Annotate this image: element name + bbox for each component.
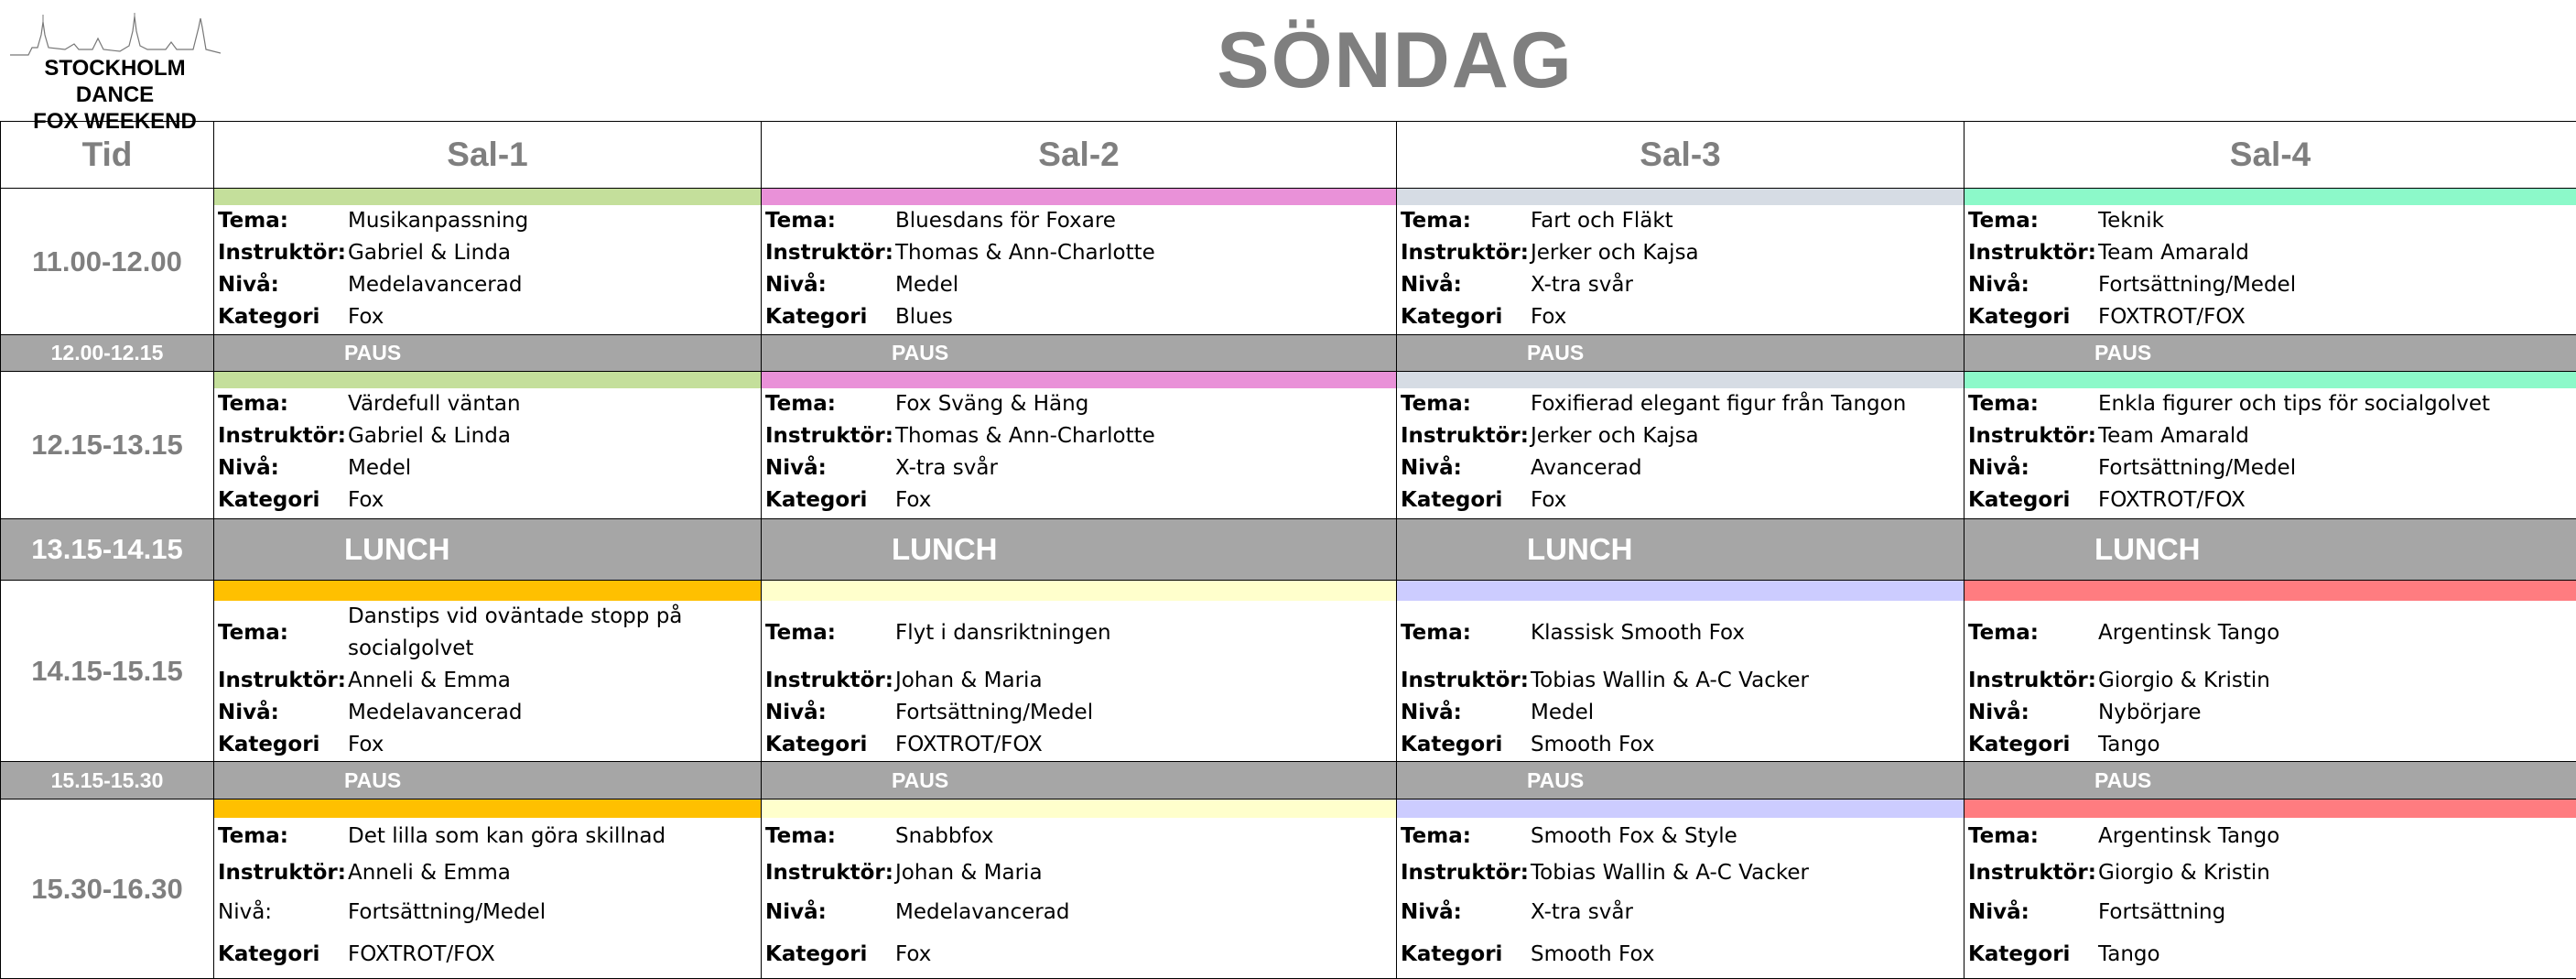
tema-value: Musikanpassning [348, 209, 529, 233]
niva-value: Fortsättning [2098, 900, 2226, 924]
kategori-label: Kategori [1968, 733, 2071, 756]
kategori-value: Fox [348, 488, 384, 512]
niva-value: Nybörjare [2098, 701, 2202, 724]
color-bar [762, 189, 1396, 205]
lunch-cell [1397, 519, 1964, 581]
kategori-value: Tango [2098, 942, 2160, 966]
color-bar [1964, 800, 2576, 818]
tema-label: Tema: [1968, 392, 2039, 416]
kategori-label: Kategori [765, 733, 868, 756]
time-cell: 12.00-12.15 [1, 335, 214, 372]
kategori-label: Kategori [218, 305, 320, 329]
kategori-label: Kategori [1401, 942, 1503, 966]
instruktor-label: Instruktör: [218, 669, 346, 692]
instruktor-value: Tobias Wallin & A-C Vacker [1531, 669, 1809, 692]
kategori-value: Smooth Fox [1531, 942, 1655, 966]
tema-label: Tema: [1401, 621, 1471, 645]
instruktor-value: Anneli & Emma [348, 669, 511, 692]
time-cell: 14.15-15.15 [1, 581, 214, 762]
session-cell [214, 581, 762, 762]
pause-label: PAUS [1527, 767, 1585, 792]
niva-label: Nivå: [218, 273, 279, 297]
tema-value: Det lilla som kan göra skillnad [348, 824, 666, 848]
kategori-label: Kategori [765, 488, 868, 512]
tema-label: Tema: [218, 392, 288, 416]
tema-label: Tema: [1968, 824, 2039, 848]
session-info [214, 601, 761, 761]
kategori-label: Kategori [1968, 305, 2071, 329]
column-header-sal-4: Sal-4 [1964, 122, 2576, 189]
niva-label: Nivå: [1401, 273, 1462, 297]
instruktor-value: Team Amarald [2098, 241, 2249, 265]
tema-value-line-2: socialgolvet [348, 636, 474, 660]
color-bar [1397, 372, 1964, 388]
tema-value: Värdefull väntan [348, 392, 521, 416]
niva-value: Medel [895, 273, 959, 297]
session-cell [1397, 189, 1964, 335]
pause-cell [214, 335, 762, 372]
niva-value: Fortsättning/Medel [2098, 273, 2297, 297]
color-bar [762, 581, 1396, 601]
lunch-label: LUNCH [2094, 532, 2201, 566]
tema-value: Snabbfox [895, 824, 994, 848]
kategori-value: Fox [1531, 488, 1567, 512]
instruktor-value: Johan & Maria [895, 861, 1043, 885]
session-info [214, 388, 761, 517]
session-info [1964, 205, 2576, 333]
color-bar [1397, 581, 1964, 601]
instruktor-value: Jerker och Kajsa [1531, 241, 1699, 265]
instruktor-label: Instruktör: [765, 669, 893, 692]
lunch-label: LUNCH [1527, 532, 1633, 566]
pause-cell [762, 762, 1397, 800]
tema-label: Tema: [1968, 621, 2039, 645]
tema-value: Bluesdans för Foxare [895, 209, 1116, 233]
pause-cell [1397, 335, 1964, 372]
instruktor-label: Instruktör: [765, 241, 893, 265]
instruktor-label: Instruktör: [1401, 669, 1529, 692]
niva-value: X-tra svår [895, 456, 998, 480]
logo [10, 18, 221, 134]
instruktor-value: Gabriel & Linda [348, 241, 511, 265]
color-bar [1964, 189, 2576, 205]
color-bar [762, 800, 1396, 818]
kategori-label: Kategori [765, 305, 868, 329]
session-cell [1964, 581, 2576, 762]
kategori-label: Kategori [1401, 733, 1503, 756]
session-cell [762, 189, 1397, 335]
tema-label: Tema: [765, 824, 836, 848]
kategori-value: Smooth Fox [1531, 733, 1655, 756]
session-cell [1964, 372, 2576, 519]
tema-value: Teknik [2098, 209, 2164, 233]
tema-value: Enkla figurer och tips för socialgolvet [2098, 392, 2491, 416]
niva-value: Fortsättning/Medel [2098, 456, 2297, 480]
time-cell: 15.30-16.30 [1, 800, 214, 979]
instruktor-value: Thomas & Ann-Charlotte [895, 241, 1155, 265]
niva-label: Nivå: [765, 456, 827, 480]
instruktor-label: Instruktör: [1401, 861, 1529, 885]
lunch-cell [762, 519, 1397, 581]
niva-label: Nivå: [765, 273, 827, 297]
kategori-label: Kategori [218, 488, 320, 512]
kategori-value: Blues [895, 305, 953, 329]
kategori-value: FOXTROT/FOX [895, 733, 1043, 756]
kategori-label: Kategori [1968, 488, 2071, 512]
kategori-value: FOXTROT/FOX [2098, 488, 2246, 512]
session-info [1964, 388, 2576, 517]
pause-label: PAUS [2094, 767, 2152, 792]
kategori-label: Kategori [765, 942, 868, 966]
session-cell [762, 800, 1397, 979]
tema-label: Tema: [765, 392, 836, 416]
niva-value: X-tra svår [1531, 900, 1633, 924]
instruktor-value: Jerker och Kajsa [1531, 424, 1699, 448]
tema-label: Tema: [218, 824, 288, 848]
time-cell: 15.15-15.30 [1, 762, 214, 800]
niva-label: Nivå: [765, 900, 827, 924]
session-cell [1397, 372, 1964, 519]
kategori-value: Fox [348, 305, 384, 329]
niva-label: Nivå: [218, 701, 279, 724]
niva-value: Fortsättning/Medel [348, 900, 547, 924]
tema-value: Klassisk Smooth Fox [1531, 621, 1745, 645]
logo-cell [1, 0, 214, 134]
session-info [214, 818, 761, 975]
tema-label: Tema: [218, 620, 288, 645]
kategori-label: Kategori [218, 733, 320, 756]
instruktor-label: Instruktör: [218, 861, 346, 885]
instruktor-value: Anneli & Emma [348, 861, 511, 885]
lunch-label: LUNCH [892, 532, 998, 566]
niva-value: Medelavancerad [348, 701, 523, 724]
instruktor-value: Johan & Maria [895, 669, 1043, 692]
pause-label: PAUS [2094, 341, 2152, 364]
tema-label: Tema: [1968, 209, 2039, 233]
skyline-icon [10, 13, 221, 57]
session-info [762, 388, 1396, 517]
pause-label: PAUS [1527, 341, 1585, 364]
session-info [1397, 205, 1964, 333]
tema-label: Tema: [1401, 392, 1471, 416]
instruktor-value: Tobias Wallin & A-C Vacker [1531, 861, 1809, 885]
session-cell [214, 189, 762, 335]
color-bar [214, 189, 761, 205]
tema-value: Fox Sväng & Häng [895, 392, 1089, 416]
tema-value [348, 601, 761, 665]
instruktor-label: Instruktör: [1968, 241, 2096, 265]
kategori-value: FOXTROT/FOX [348, 942, 495, 966]
pause-cell [1964, 762, 2576, 800]
kategori-value: Fox [1531, 305, 1567, 329]
session-info [1964, 818, 2576, 975]
niva-value: Fortsättning/Medel [895, 701, 1094, 724]
logo-text [10, 55, 221, 135]
session-cell [762, 581, 1397, 762]
niva-label: Nivå: [1401, 701, 1462, 724]
session-info [762, 818, 1396, 975]
color-bar [214, 800, 761, 818]
color-bar [1397, 189, 1964, 205]
pause-label: PAUS [892, 767, 949, 792]
instruktor-label: Instruktör: [218, 241, 346, 265]
lunch-label: LUNCH [344, 532, 450, 566]
session-cell [1964, 800, 2576, 979]
niva-label: Nivå: [1968, 900, 2029, 924]
time-cell: 12.15-13.15 [1, 372, 214, 519]
tema-label: Tema: [218, 209, 288, 233]
kategori-label: Kategori [218, 942, 320, 966]
logo-line-2: FOX WEEKEND [33, 109, 197, 134]
niva-label: Nivå: [218, 456, 279, 480]
instruktor-label: Instruktör: [765, 861, 893, 885]
color-bar [1964, 581, 2576, 601]
instruktor-label: Instruktör: [1401, 424, 1529, 448]
tema-value: Flyt i dansriktningen [895, 621, 1111, 645]
tema-value-line-1: Danstips vid oväntade stopp på [348, 604, 683, 628]
pause-cell [214, 762, 762, 800]
session-cell [214, 800, 762, 979]
time-cell: 11.00-12.00 [1, 189, 214, 335]
tema-value: Argentinsk Tango [2098, 824, 2280, 848]
column-header-sal-2: Sal-2 [762, 122, 1397, 189]
niva-label: Nivå: [218, 900, 273, 924]
instruktor-label: Instruktör: [1401, 241, 1529, 265]
kategori-value: Fox [348, 733, 384, 756]
session-info [762, 205, 1396, 333]
niva-label: Nivå: [765, 701, 827, 724]
instruktor-value: Thomas & Ann-Charlotte [895, 424, 1155, 448]
instruktor-label: Instruktör: [1968, 424, 2096, 448]
lunch-cell [1964, 519, 2576, 581]
instruktor-label: Instruktör: [765, 424, 893, 448]
column-header-time: Tid [1, 122, 214, 189]
tema-value: Smooth Fox & Style [1531, 824, 1737, 848]
pause-cell [762, 335, 1397, 372]
kategori-label: Kategori [1401, 488, 1503, 512]
tema-label: Tema: [1401, 824, 1471, 848]
session-cell [1964, 189, 2576, 335]
niva-value: Medelavancerad [895, 900, 1070, 924]
kategori-value: Fox [895, 488, 932, 512]
kategori-value: FOXTROT/FOX [2098, 305, 2246, 329]
niva-value: Medel [1531, 701, 1595, 724]
kategori-value: Tango [2098, 733, 2160, 756]
color-bar [1397, 800, 1964, 818]
color-bar [1964, 372, 2576, 388]
instruktor-label: Instruktör: [1968, 861, 2096, 885]
session-info [1397, 388, 1964, 517]
page-title: SÖNDAG [1217, 16, 1574, 104]
tema-value: Foxifierad elegant figur från Tangon [1531, 392, 1907, 416]
column-header-sal-1: Sal-1 [214, 122, 762, 189]
session-cell [1397, 800, 1964, 979]
instruktor-label: Instruktör: [1968, 669, 2096, 692]
pause-cell [1964, 335, 2576, 372]
logo-line-1: STOCKHOLM DANCE [44, 56, 186, 107]
instruktor-value: Gabriel & Linda [348, 424, 511, 448]
color-bar [762, 372, 1396, 388]
pause-label: PAUS [892, 341, 949, 364]
tema-label: Tema: [1401, 209, 1471, 233]
kategori-label: Kategori [1968, 942, 2071, 966]
session-info [1397, 601, 1964, 761]
niva-label: Nivå: [1968, 456, 2029, 480]
niva-value: Avancerad [1531, 456, 1642, 480]
instruktor-value: Giorgio & Kristin [2098, 669, 2270, 692]
tema-label: Tema: [765, 209, 836, 233]
tema-value: Fart och Fläkt [1531, 209, 1673, 233]
pause-label: PAUS [344, 767, 402, 792]
session-info [762, 601, 1396, 761]
session-info [1964, 601, 2576, 761]
time-cell: 13.15-14.15 [1, 519, 214, 581]
niva-value: X-tra svår [1531, 273, 1633, 297]
niva-label: Nivå: [1968, 273, 2029, 297]
niva-value: Medelavancerad [348, 273, 523, 297]
lunch-cell [214, 519, 762, 581]
pause-label: PAUS [344, 341, 402, 364]
session-cell [762, 372, 1397, 519]
niva-value: Medel [348, 456, 412, 480]
niva-label: Nivå: [1401, 900, 1462, 924]
niva-label: Nivå: [1401, 456, 1462, 480]
niva-label: Nivå: [1968, 701, 2029, 724]
instruktor-value: Team Amarald [2098, 424, 2249, 448]
color-bar [214, 581, 761, 601]
session-info [1397, 818, 1964, 975]
tema-label: Tema: [765, 621, 836, 645]
color-bar [214, 372, 761, 388]
session-cell [1397, 581, 1964, 762]
kategori-label: Kategori [1401, 305, 1503, 329]
session-cell [214, 372, 762, 519]
instruktor-value: Giorgio & Kristin [2098, 861, 2270, 885]
instruktor-label: Instruktör: [218, 424, 346, 448]
session-info [214, 205, 761, 333]
pause-cell [1397, 762, 1964, 800]
column-header-sal-3: Sal-3 [1397, 122, 1964, 189]
tema-value: Argentinsk Tango [2098, 621, 2280, 645]
kategori-value: Fox [895, 942, 932, 966]
